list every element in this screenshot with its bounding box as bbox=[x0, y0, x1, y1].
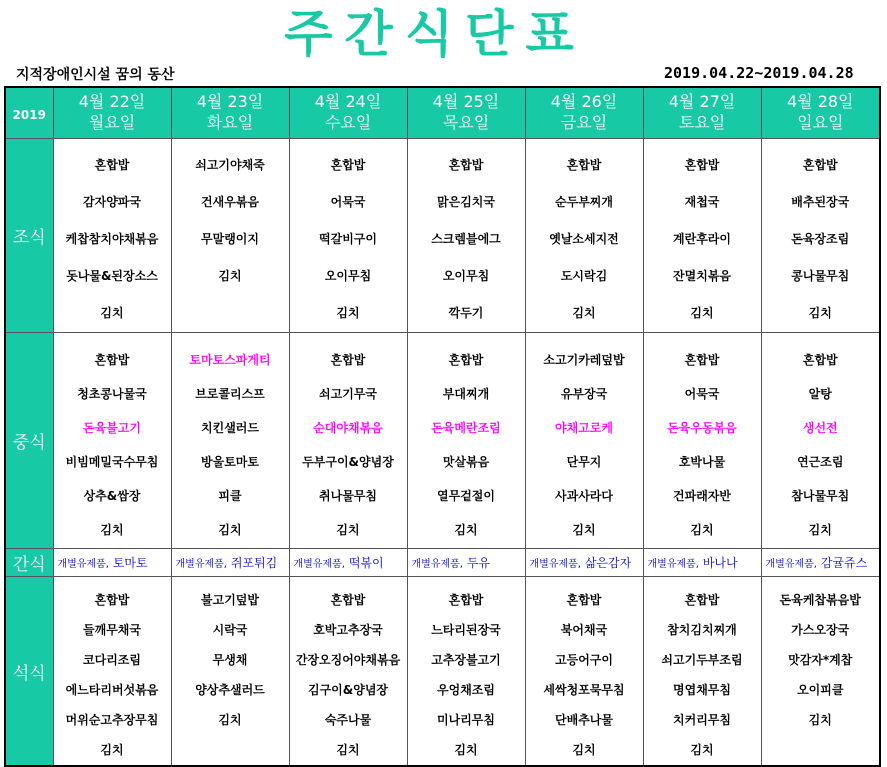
menu-item: 어묵국 bbox=[330, 195, 366, 209]
menu-item: 스크렘블에그 bbox=[431, 232, 501, 246]
breakfast-cell bbox=[525, 139, 643, 333]
dinner-cell bbox=[643, 577, 761, 767]
menu-item: 청초콩나물국 bbox=[77, 386, 147, 401]
menu-item: 코다리조림 bbox=[83, 653, 141, 667]
day-header: 4월 28일 일요일 bbox=[761, 87, 880, 139]
meal-label-snack: 간식 bbox=[5, 549, 53, 577]
menu-item: 건새우볶음 bbox=[201, 195, 259, 209]
lunch-row bbox=[5, 333, 880, 549]
menu-item: 명엽채무침 bbox=[673, 683, 731, 697]
menu-item: 깍두기 bbox=[448, 306, 484, 320]
menu-item: 김치 bbox=[808, 306, 832, 320]
dinner-cell bbox=[407, 577, 525, 767]
menu-item: 혼합밥 bbox=[684, 593, 720, 607]
lunch-cell bbox=[407, 333, 525, 549]
menu-item: 김치 bbox=[218, 522, 242, 537]
menu-item: 혼합밥 bbox=[802, 352, 838, 367]
menu-item: 우엉채조림 bbox=[437, 683, 495, 697]
menu-item: 머위순고추장무침 bbox=[65, 713, 159, 727]
snack-item: 떡볶이 bbox=[348, 556, 384, 570]
snack-cell bbox=[761, 549, 880, 577]
snack-item: 쥐포튀김 bbox=[230, 556, 278, 570]
menu-item: 순대야채볶음 bbox=[313, 420, 383, 435]
menu-item: 김치 bbox=[572, 743, 596, 757]
menu-item: 혼합밥 bbox=[330, 158, 366, 172]
menu-item: 북어채국 bbox=[560, 623, 608, 637]
menu-item: 피클 bbox=[218, 488, 242, 503]
weekly-menu-table bbox=[4, 86, 881, 767]
menu-item: 알탕 bbox=[808, 386, 832, 401]
day-header: 4월 25일 목요일 bbox=[407, 87, 525, 139]
menu-item: 맛살볶음 bbox=[442, 454, 490, 469]
menu-item: 김치 bbox=[690, 522, 714, 537]
breakfast-cell bbox=[643, 139, 761, 333]
menu-item bbox=[172, 295, 289, 332]
menu-item: 김치 bbox=[336, 743, 360, 757]
menu-item: 김치 bbox=[454, 743, 478, 757]
snack-item: 삶은감자 bbox=[584, 556, 632, 570]
menu-item: 김치 bbox=[690, 743, 714, 757]
menu-item: 야채고로케 bbox=[555, 420, 613, 435]
menu-item: 케찹참치야채볶음 bbox=[65, 232, 159, 246]
menu-item: 김치 bbox=[454, 522, 478, 537]
menu-item: 느타리된장국 bbox=[431, 623, 501, 637]
menu-item: 돈육장조림 bbox=[791, 232, 850, 246]
menu-item: 맛감자*계찹 bbox=[788, 653, 853, 667]
menu-period: 2019.04.22~2019.04.28 bbox=[664, 64, 854, 82]
menu-item: 세싹청포묵무침 bbox=[543, 683, 625, 697]
dinner-cell bbox=[525, 577, 643, 767]
menu-item: 무말랭이지 bbox=[201, 232, 259, 246]
snack-prefix: 개별유제품, bbox=[411, 559, 463, 570]
menu-item: 혼합밥 bbox=[94, 158, 130, 172]
snack-cell bbox=[525, 549, 643, 577]
menu-item: 브로콜리스프 bbox=[195, 386, 265, 401]
menu-item: 오이피클 bbox=[797, 683, 844, 697]
snack-row bbox=[5, 549, 880, 577]
menu-item: 어묵국 bbox=[684, 386, 720, 401]
snack-cell bbox=[289, 549, 407, 577]
menu-item: 돈육케찹볶음밥 bbox=[779, 593, 861, 607]
menu-item: 방울토마토 bbox=[201, 454, 259, 469]
menu-item: 배추된장국 bbox=[791, 195, 850, 209]
breakfast-cell bbox=[289, 139, 407, 333]
menu-item: 참치김치찌개 bbox=[667, 623, 737, 637]
snack-cell bbox=[171, 549, 289, 577]
menu-item: 혼합밥 bbox=[684, 158, 720, 172]
meal-label-breakfast: 조식 bbox=[5, 139, 53, 333]
menu-item: 간장오징어야채볶음 bbox=[295, 653, 401, 667]
snack-item: 토마토 bbox=[112, 556, 148, 570]
menu-item: 소고기카레덮밥 bbox=[543, 352, 625, 367]
menu-item: 돈육메란조림 bbox=[431, 420, 501, 435]
snack-prefix: 개별유제품, bbox=[765, 559, 817, 570]
menu-item: 사과사라다 bbox=[555, 488, 613, 503]
menu-item: 김치 bbox=[218, 713, 242, 727]
snack-prefix: 개별유제품, bbox=[529, 559, 581, 570]
menu-item: 유부장국 bbox=[560, 386, 608, 401]
snack-cell bbox=[407, 549, 525, 577]
menu-item: 김치 bbox=[808, 522, 832, 537]
menu-item: 김치 bbox=[218, 269, 242, 283]
menu-item: 불고기덮밥 bbox=[201, 593, 259, 607]
lunch-cell bbox=[171, 333, 289, 549]
breakfast-cell bbox=[171, 139, 289, 333]
menu-item: 건파래자반 bbox=[673, 488, 731, 503]
menu-item bbox=[762, 735, 880, 765]
menu-item: 혼합밥 bbox=[448, 352, 484, 367]
menu-item: 취나물무침 bbox=[319, 488, 377, 503]
menu-item: 김치 bbox=[336, 306, 360, 320]
menu-item: 혼합밥 bbox=[94, 593, 130, 607]
menu-item: 김치 bbox=[572, 522, 596, 537]
menu-item: 단배추나물 bbox=[555, 713, 613, 727]
header-row bbox=[5, 87, 880, 139]
menu-item: 혼합밥 bbox=[330, 593, 366, 607]
menu-item: 김치 bbox=[808, 713, 832, 727]
menu-item: 두부구이&양념장 bbox=[302, 454, 394, 469]
menu-item: 치킨샐러드 bbox=[201, 420, 259, 435]
breakfast-row bbox=[5, 139, 880, 333]
day-header: 4월 22일 월요일 bbox=[53, 87, 171, 139]
breakfast-cell bbox=[53, 139, 171, 333]
lunch-cell bbox=[525, 333, 643, 549]
menu-item: 김구이&양념장 bbox=[307, 683, 389, 697]
menu-item: 고추장불고기 bbox=[431, 653, 501, 667]
menu-item: 치커리무침 bbox=[673, 713, 731, 727]
menu-item: 에느타리버섯볶음 bbox=[65, 683, 159, 697]
menu-item: 혼합밥 bbox=[448, 158, 484, 172]
dinner-cell bbox=[171, 577, 289, 767]
menu-item: 돈육불고기 bbox=[83, 420, 141, 435]
menu-item: 돗나물&된장소스 bbox=[66, 269, 158, 283]
menu-item: 쇠고기두부조림 bbox=[661, 653, 743, 667]
year-cell: 2019 bbox=[5, 87, 53, 139]
snack-cell bbox=[643, 549, 761, 577]
snack-item: 바나나 bbox=[702, 556, 738, 570]
snack-item: 두유 bbox=[466, 556, 490, 570]
menu-item: 김치 bbox=[100, 522, 124, 537]
menu-item: 순두부찌개 bbox=[555, 195, 613, 209]
lunch-cell bbox=[761, 333, 880, 549]
menu-item: 연근조림 bbox=[797, 454, 844, 469]
menu-item: 김치 bbox=[336, 522, 360, 537]
menu-item: 맑은김치국 bbox=[437, 195, 495, 209]
lunch-cell bbox=[53, 333, 171, 549]
menu-item: 가스오장국 bbox=[791, 623, 850, 637]
menu-item: 오이무침 bbox=[442, 269, 490, 283]
menu-item: 시락국 bbox=[212, 623, 248, 637]
menu-item: 잔멸치볶음 bbox=[673, 269, 731, 283]
menu-item: 생선전 bbox=[802, 420, 838, 435]
lunch-cell bbox=[289, 333, 407, 549]
snack-item: 감귤쥬스 bbox=[820, 556, 868, 570]
snack-cell bbox=[53, 549, 171, 577]
menu-item: 들깨무채국 bbox=[83, 623, 141, 637]
menu-item: 미나리무침 bbox=[437, 713, 495, 727]
menu-item: 오이무침 bbox=[324, 269, 372, 283]
snack-prefix: 개별유제품, bbox=[57, 559, 109, 570]
snack-prefix: 개별유제품, bbox=[647, 559, 699, 570]
dinner-cell bbox=[53, 577, 171, 767]
page-title: 주간식단표 bbox=[284, 5, 586, 63]
menu-item: 비빔메밀국수무침 bbox=[65, 454, 159, 469]
menu-item: 고등어구이 bbox=[555, 653, 613, 667]
menu-item: 상추&쌈장 bbox=[83, 488, 141, 503]
lunch-cell bbox=[643, 333, 761, 549]
menu-item: 열무겉절이 bbox=[437, 488, 495, 503]
menu-item: 재첩국 bbox=[684, 195, 720, 209]
menu-item: 도시락김 bbox=[560, 269, 608, 283]
menu-item: 쇠고기야채죽 bbox=[195, 158, 265, 172]
breakfast-cell bbox=[761, 139, 880, 333]
breakfast-cell bbox=[407, 139, 525, 333]
day-header: 4월 26일 금요일 bbox=[525, 87, 643, 139]
menu-item: 부대찌개 bbox=[442, 386, 490, 401]
menu-item: 혼합밥 bbox=[94, 352, 130, 367]
menu-item: 무생채 bbox=[212, 653, 248, 667]
menu-item: 떡갈비구이 bbox=[319, 232, 377, 246]
menu-item: 쇠고기무국 bbox=[319, 386, 377, 401]
snack-prefix: 개별유제품, bbox=[175, 559, 227, 570]
snack-prefix: 개별유제품, bbox=[293, 559, 345, 570]
menu-item: 호박나물 bbox=[678, 454, 726, 469]
menu-item: 단무지 bbox=[566, 454, 602, 469]
menu-item: 콩나물무침 bbox=[791, 269, 850, 283]
menu-item bbox=[172, 735, 289, 765]
menu-item: 혼합밥 bbox=[330, 352, 366, 367]
menu-item: 김치 bbox=[100, 743, 124, 757]
menu-item: 토마토스파게티 bbox=[189, 352, 271, 367]
menu-item: 옛날소세지전 bbox=[549, 232, 619, 246]
menu-item: 혼합밥 bbox=[566, 593, 602, 607]
menu-item: 김치 bbox=[690, 306, 714, 320]
menu-item: 혼합밥 bbox=[684, 352, 720, 367]
menu-item: 혼합밥 bbox=[802, 158, 838, 172]
menu-item: 감자양파국 bbox=[83, 195, 141, 209]
menu-item: 김치 bbox=[100, 306, 124, 320]
day-header: 4월 23일 화요일 bbox=[171, 87, 289, 139]
day-header: 4월 24일 수요일 bbox=[289, 87, 407, 139]
dinner-cell bbox=[289, 577, 407, 767]
facility-name: 지적장애인시설 꿈의 동산 bbox=[16, 67, 175, 83]
menu-item: 호박고추장국 bbox=[313, 623, 383, 637]
day-header: 4월 27일 토요일 bbox=[643, 87, 761, 139]
menu-item: 참나물무침 bbox=[791, 488, 850, 503]
meal-label-dinner: 석식 bbox=[5, 577, 53, 767]
meal-label-lunch: 중식 bbox=[5, 333, 53, 549]
menu-item: 계란후라이 bbox=[673, 232, 731, 246]
menu-item: 혼합밥 bbox=[566, 158, 602, 172]
menu-item: 혼합밥 bbox=[448, 593, 484, 607]
menu-item: 숙주나물 bbox=[324, 713, 372, 727]
dinner-cell bbox=[761, 577, 880, 767]
menu-item: 김치 bbox=[572, 306, 596, 320]
dinner-row bbox=[5, 577, 880, 767]
menu-item: 돈육우동볶음 bbox=[667, 420, 737, 435]
menu-item: 양상추샐러드 bbox=[195, 683, 265, 697]
